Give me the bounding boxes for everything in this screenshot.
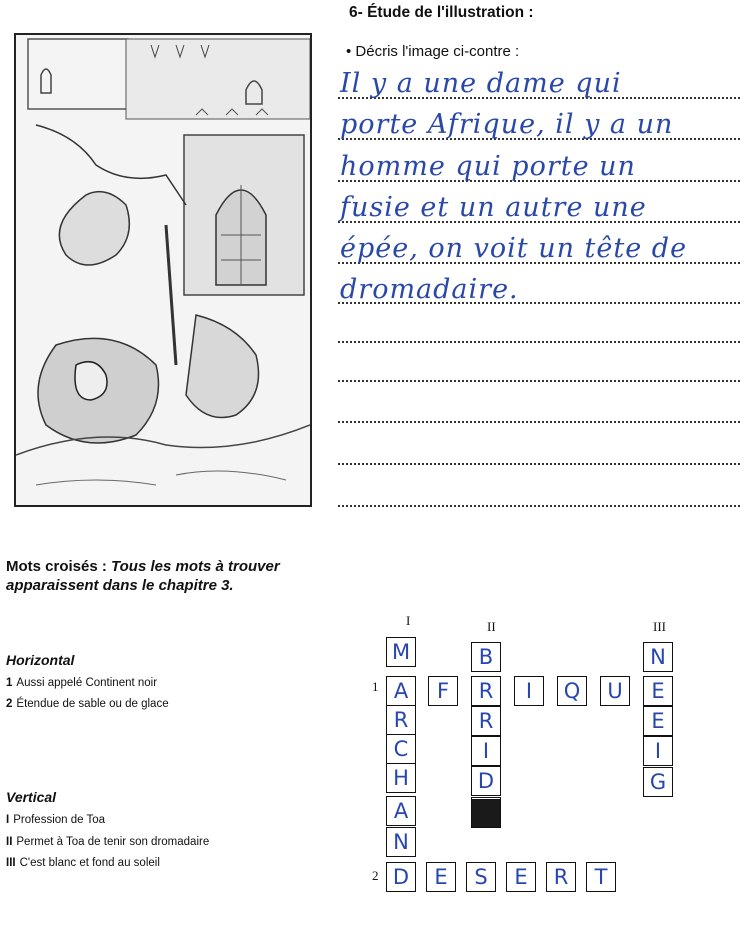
crossword-cell[interactable]: H xyxy=(386,763,416,793)
crossword-cell[interactable]: D xyxy=(471,766,501,796)
column-label-II: II xyxy=(487,619,496,634)
dotted-line xyxy=(338,505,740,507)
illustration-drawing xyxy=(14,33,312,507)
handwritten-answer-line: porte Afrique, il y a un xyxy=(340,109,674,140)
black-cell xyxy=(471,799,501,828)
crossword-cell[interactable]: R xyxy=(471,676,501,706)
crossword-cell[interactable]: G xyxy=(643,767,673,797)
crossword-cell[interactable]: R xyxy=(471,706,501,736)
dotted-line xyxy=(338,380,740,382)
crossword-cell[interactable]: I xyxy=(643,736,673,766)
crossword-cell[interactable]: A xyxy=(386,796,416,826)
clue-number: II xyxy=(6,836,13,848)
handwritten-answer-line: épée, on voit un tête de xyxy=(340,233,688,264)
dotted-line xyxy=(338,421,740,423)
crossword-cell[interactable]: B xyxy=(471,642,501,672)
crossword-cell[interactable]: N xyxy=(386,827,416,857)
clue-text: C'est blanc et fond au soleil xyxy=(19,857,160,869)
crossword-cell[interactable]: C xyxy=(386,734,416,764)
clue-horizontal-1 xyxy=(6,677,157,689)
crossword-cell[interactable]: F xyxy=(428,676,458,706)
crossword-cell[interactable]: E xyxy=(643,676,673,706)
clue-number: III xyxy=(6,857,16,869)
row-label-2: 2 xyxy=(372,868,379,883)
crossword-cell[interactable]: I xyxy=(471,736,501,766)
handwritten-answer-line: homme qui porte un xyxy=(340,151,636,182)
crossword-cell[interactable]: D xyxy=(386,862,416,892)
crossword-cell[interactable]: E xyxy=(506,862,536,892)
crossword-cell[interactable]: M xyxy=(386,637,416,667)
clue-vertical-2 xyxy=(6,836,209,848)
clue-number: 2 xyxy=(6,698,13,710)
crossword-cell[interactable]: N xyxy=(643,642,673,672)
crossword-title xyxy=(6,557,296,595)
clue-text: Aussi appelé Continent noir xyxy=(16,677,158,689)
clue-text: Profession de Toa xyxy=(13,814,106,826)
clue-text: Étendue de sable ou de glace xyxy=(16,698,169,710)
crossword-cell[interactable]: T xyxy=(586,862,616,892)
illustration-sketch xyxy=(16,35,310,505)
crossword-cell[interactable]: S xyxy=(466,862,496,892)
column-label-I: I xyxy=(406,613,411,628)
crossword-title-italic: Tous les mots à trouver apparaissent dans le chapitre 3. xyxy=(6,558,280,594)
crossword-cell[interactable]: E xyxy=(426,862,456,892)
crossword-cell[interactable]: R xyxy=(386,705,416,735)
column-label-III: III xyxy=(653,619,666,634)
section-title: 6- Étude de l'illustration : xyxy=(349,4,534,21)
handwritten-answer-line: Il y a une dame qui xyxy=(340,68,622,99)
vertical-heading: Vertical xyxy=(6,789,57,805)
row-label-1: 1 xyxy=(372,679,379,694)
clue-text: Permet à Toa de tenir son dromadaire xyxy=(16,836,210,848)
clue-number: I xyxy=(6,814,10,826)
dotted-line xyxy=(338,341,740,343)
clue-vertical-3 xyxy=(6,857,160,869)
dotted-line xyxy=(338,463,740,465)
crossword-title-bold: Mots croisés : xyxy=(6,558,112,575)
crossword-cell[interactable]: I xyxy=(514,676,544,706)
clue-vertical-1 xyxy=(6,814,105,826)
handwritten-answer-line: dromadaire. xyxy=(340,274,519,305)
crossword-cell[interactable]: E xyxy=(643,706,673,736)
crossword-cell[interactable]: U xyxy=(600,676,630,706)
clue-horizontal-2 xyxy=(6,698,169,710)
handwritten-answer-line: fusie et un autre une xyxy=(340,192,647,223)
clue-number: 1 xyxy=(6,677,13,689)
crossword-cell[interactable]: Q xyxy=(557,676,587,706)
horizontal-heading: Horizontal xyxy=(6,652,75,668)
prompt-text: • Décris l'image ci-contre : xyxy=(346,43,520,60)
crossword-cell[interactable]: R xyxy=(546,862,576,892)
crossword-cell[interactable]: A xyxy=(386,676,416,706)
